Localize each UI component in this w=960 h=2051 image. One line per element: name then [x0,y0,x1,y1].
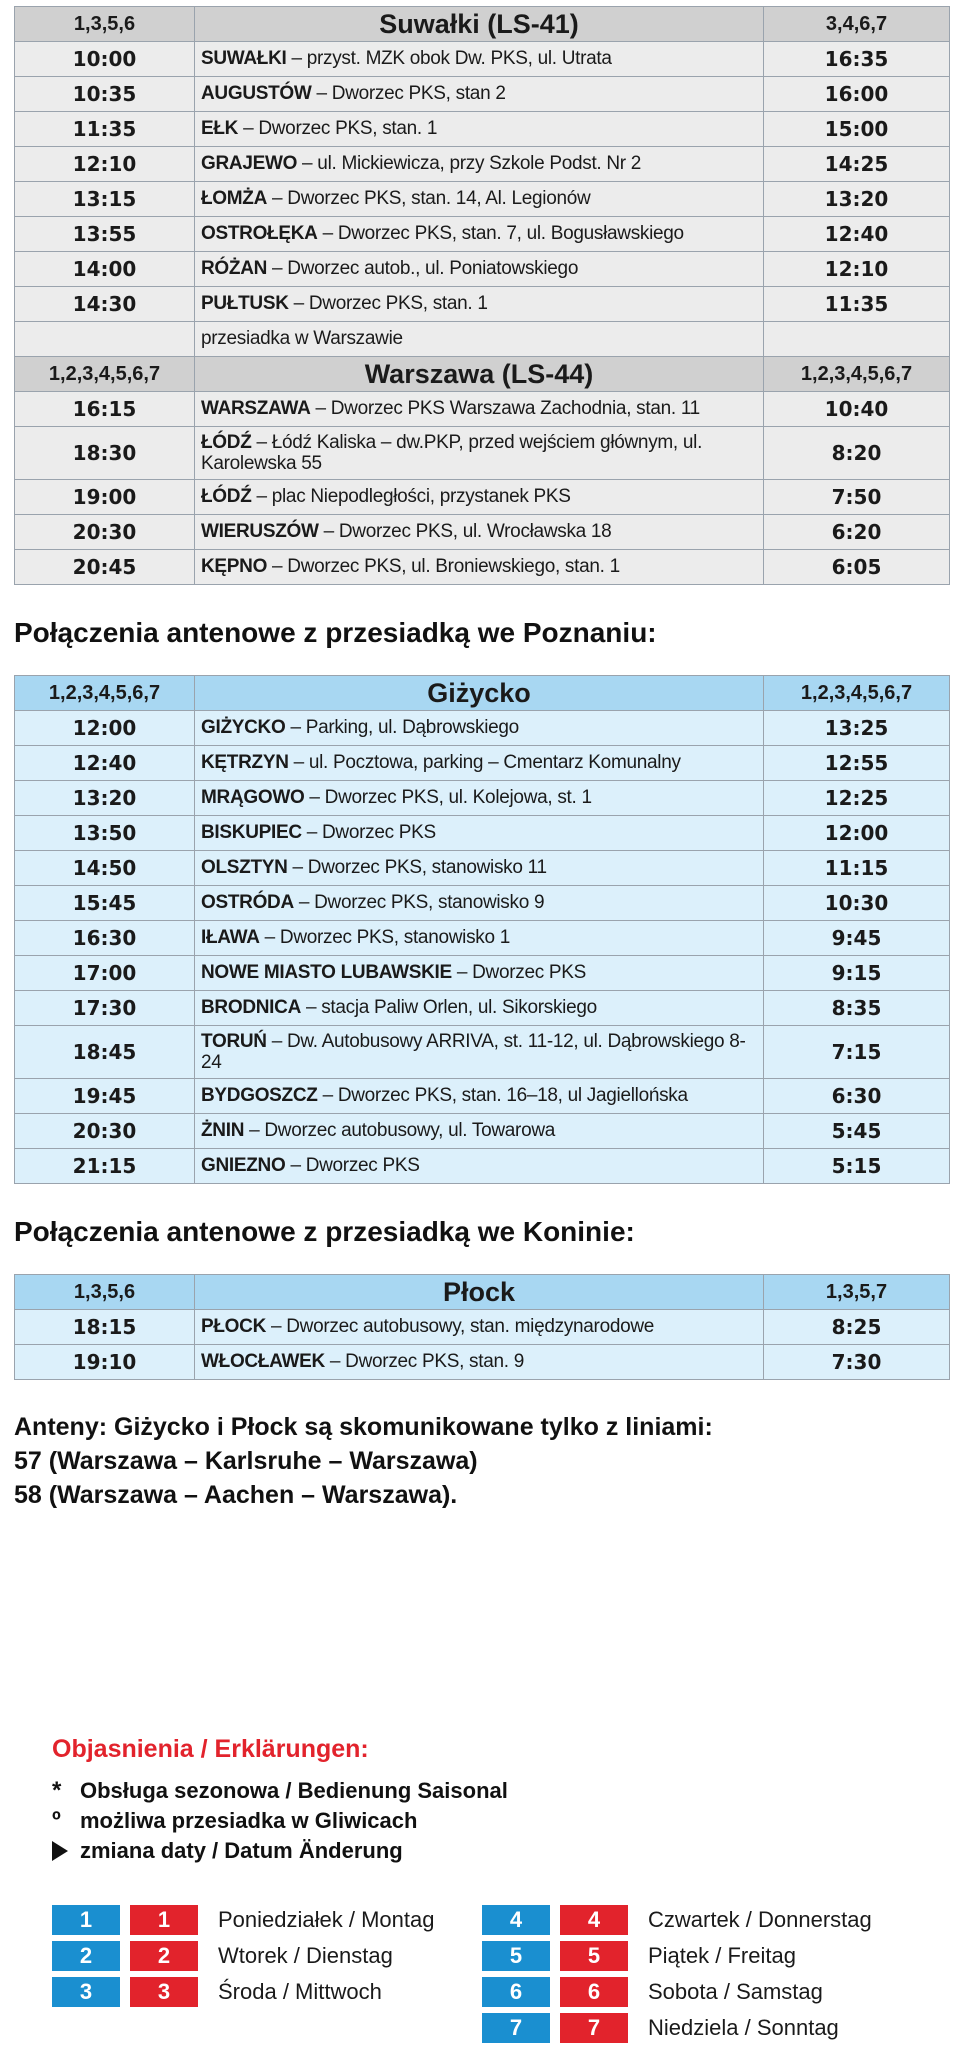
route-header [15,1275,950,1310]
antenna-note-line: 57 (Warszawa – Karlsruhe – Warszawa) [14,1447,478,1475]
return-time: 12:55 [764,746,950,781]
stop-description: – plac Niepodległości, przystanek PKS [251,486,571,507]
route-header [15,676,950,711]
stop-description: – Dworzec PKS, stanowisko 9 [293,892,545,913]
return-time: 14:25 [764,147,950,182]
timetable-gizycko [14,675,950,1184]
table-row [15,77,950,112]
legend-gliwice-text: możliwa przesiadka w Gliwicach [80,1808,418,1833]
days-return: 3,4,6,7 [764,7,950,42]
departure-time: 10:00 [15,42,195,77]
stop-description: – Dworzec PKS [451,962,587,983]
stop-description: – Dworzec PKS, ul. Wrocławska 18 [318,521,612,542]
stop-cell [195,886,764,921]
city-name: KĘTRZYN [201,752,289,773]
table-row [15,886,950,921]
departure-time: 21:15 [15,1149,195,1184]
table-row [15,746,950,781]
return-time: 16:00 [764,77,950,112]
return-time: 12:40 [764,217,950,252]
antenna-note-line: 58 (Warszawa – Aachen – Warszawa). [14,1481,458,1509]
days-return: 1,2,3,4,5,6,7 [764,676,950,711]
legend-date-change-text: zmiana daty / Datum Änderung [80,1838,403,1863]
legend [52,1735,932,1866]
stop-description: – Dworzec autob., ul. Poniatowskiego [267,258,579,279]
city-name: PUŁTUSK [201,293,289,314]
table-row [15,991,950,1026]
day-number-red: 1 [130,1905,198,1935]
stop-description: – Dworzec PKS, ul. Kolejowa, st. 1 [304,787,592,808]
city-name: WŁOCŁAWEK [201,1351,325,1372]
route-header [15,357,950,392]
return-time: 12:00 [764,816,950,851]
return-time: 8:20 [764,427,950,480]
day-number-red: 5 [560,1941,628,1971]
city-name: AUGUSTÓW [201,83,312,104]
stop-description: – Dworzec autobusowy, ul. Towarowa [244,1120,556,1141]
stop-description: – Dw. Autobusowy ARRIVA, st. 11-12, ul. Dąbrowskiego 8-24 [201,1031,746,1073]
return-time: 12:25 [764,781,950,816]
departure-time: 16:30 [15,921,195,956]
table-row [15,921,950,956]
return-time: 7:15 [764,1026,950,1079]
stop-cell [195,711,764,746]
stop-description: – Dworzec PKS, stanowisko 11 [287,857,547,878]
return-time: 16:35 [764,42,950,77]
city-name: OSTRÓDA [201,892,294,913]
city-name: EŁK [201,118,239,139]
day-number-blue: 1 [52,1905,120,1935]
stop-cell [195,480,764,515]
stop-cell [195,1114,764,1149]
stop-description: – Łódź Kaliska – dw.PKP, przed wejściem głównym, ul. Karolewska 55 [201,432,703,474]
departure-time: 10:35 [15,77,195,112]
table-row [15,1149,950,1184]
return-time: 15:00 [764,112,950,147]
days-return: 1,3,5,7 [764,1275,950,1310]
day-number-blue: 7 [482,2013,550,2043]
city-name: ŻNIN [201,1120,245,1141]
return-time: 8:25 [764,1310,950,1345]
city-name: ŁOMŻA [201,188,268,209]
city-name: GRAJEWO [201,153,298,174]
antenna-note-line: Anteny: Giżycko i Płock są skomunikowane tylko z liniami: [14,1413,713,1441]
departure-time: 20:30 [15,1114,195,1149]
stop-cell [195,42,764,77]
transfer-row [15,322,950,357]
departure-time: 13:15 [15,182,195,217]
stop-cell [195,956,764,991]
legend-title: Objasnienia / Erklärungen: [52,1735,369,1763]
table-row [15,112,950,147]
return-time: 6:30 [764,1079,950,1114]
return-time: 13:25 [764,711,950,746]
stop-description: – przyst. MZK obok Dw. PKS, ul. Utrata [286,48,612,69]
departure-time: 14:50 [15,851,195,886]
day-number-red: 7 [560,2013,628,2043]
stop-cell [195,112,764,147]
stop-description: – Dworzec PKS, stan 2 [311,83,506,104]
days-return: 1,2,3,4,5,6,7 [764,357,950,392]
antenna-note [14,1410,950,1512]
degree-icon: º [52,1807,61,1834]
timetable-suwalki [14,6,950,585]
stop-cell [195,816,764,851]
stop-description: – Dworzec PKS, stan. 7, ul. Bogusławskiego [317,223,684,244]
city-name: BYDGOSZCZ [201,1085,318,1106]
city-name: ŁÓDŹ [201,486,252,507]
departure-time: 20:45 [15,550,195,585]
stop-description: – Dworzec autobusowy, stan. międzynarodowe [266,1316,655,1337]
route-name: Płock [195,1275,764,1310]
day-number-blue: 3 [52,1977,120,2007]
city-name: GNIEZNO [201,1155,286,1176]
return-time: 5:15 [764,1149,950,1184]
empty-cell [764,322,950,357]
stop-cell [195,287,764,322]
stop-description: – Dworzec PKS, stan. 16–18, ul Jagiellońska [317,1085,688,1106]
day-legend-item [482,1977,823,2007]
city-name: RÓŻAN [201,258,268,279]
days-outbound: 1,2,3,4,5,6,7 [15,357,195,392]
day-label: Piątek / Freitag [648,1943,796,1968]
table-row [15,851,950,886]
stop-description: – Dworzec PKS, ul. Broniewskiego, stan. 1 [267,556,620,577]
table-row [15,1026,950,1079]
asterisk-icon: * [52,1777,62,1804]
stop-cell [195,550,764,585]
stop-cell [195,515,764,550]
departure-time: 18:30 [15,427,195,480]
departure-time: 14:00 [15,252,195,287]
departure-time: 18:45 [15,1026,195,1079]
table-row [15,711,950,746]
return-time: 11:15 [764,851,950,886]
city-name: BRODNICA [201,997,301,1018]
table-row [15,42,950,77]
play-triangle-icon [52,1841,68,1861]
return-time: 6:05 [764,550,950,585]
stop-cell [195,1079,764,1114]
stop-cell [195,781,764,816]
stop-description: – Dworzec PKS Warszawa Zachodnia, stan. 11 [310,398,700,419]
day-number-blue: 4 [482,1905,550,1935]
departure-time: 13:55 [15,217,195,252]
stop-cell [195,147,764,182]
table-row [15,147,950,182]
table-row [15,182,950,217]
table-row [15,956,950,991]
city-name: NOWE MIASTO LUBAWSKIE [201,962,452,983]
table-row [15,427,950,480]
city-name: WARSZAWA [201,398,311,419]
legend-date-change [52,1836,932,1866]
return-time: 10:30 [764,886,950,921]
return-time: 9:45 [764,921,950,956]
city-name: IŁAWA [201,927,260,948]
table-row [15,550,950,585]
day-label: Środa / Mittwoch [218,1979,382,2004]
city-name: WIERUSZÓW [201,521,319,542]
route-name: Giżycko [195,676,764,711]
table-row [15,480,950,515]
table-row [15,515,950,550]
table-row [15,392,950,427]
timetable-plock [14,1274,950,1380]
city-name: BISKUPIEC [201,822,302,843]
day-label: Czwartek / Donnerstag [648,1907,872,1932]
stop-cell [195,427,764,480]
stop-cell [195,1026,764,1079]
stop-description: – Dworzec PKS, stan. 1 [238,118,438,139]
day-number-blue: 6 [482,1977,550,2007]
legend-seasonal [52,1776,932,1806]
stop-cell [195,392,764,427]
stop-description: – Dworzec PKS [301,822,436,843]
day-label: Sobota / Samstag [648,1979,823,2004]
table-row [15,1310,950,1345]
city-name: OSTROŁĘKA [201,223,318,244]
stop-description: – Dworzec PKS, stanowisko 1 [259,927,510,948]
departure-time: 12:10 [15,147,195,182]
stop-cell [195,746,764,781]
departure-time: 11:35 [15,112,195,147]
departure-time: 19:45 [15,1079,195,1114]
table-row [15,1114,950,1149]
stop-cell [195,1149,764,1184]
table-row [15,287,950,322]
return-time: 13:20 [764,182,950,217]
stop-description: – stacja Paliw Orlen, ul. Sikorskiego [301,997,597,1018]
city-name: SUWAŁKI [201,48,287,69]
return-time: 9:15 [764,956,950,991]
city-name: PŁOCK [201,1316,267,1337]
departure-time: 13:20 [15,781,195,816]
stop-description: – Dworzec PKS, stan. 1 [288,293,488,314]
departure-time: 16:15 [15,392,195,427]
city-name: GIŻYCKO [201,717,286,738]
departure-time: 19:10 [15,1345,195,1380]
departure-time: 14:30 [15,287,195,322]
days-outbound: 1,2,3,4,5,6,7 [15,676,195,711]
city-name: OLSZTYN [201,857,288,878]
city-name: ŁÓDŹ [201,432,252,453]
stop-cell [195,851,764,886]
departure-time: 12:40 [15,746,195,781]
return-time: 7:50 [764,480,950,515]
transfer-note: przesiadka w Warszawie [195,322,764,357]
return-time: 8:35 [764,991,950,1026]
day-number-red: 2 [130,1941,198,1971]
city-name: TORUŃ [201,1031,267,1052]
table-row [15,1345,950,1380]
day-legend-item [52,1905,434,1935]
city-name: KĘPNO [201,556,268,577]
table-row [15,816,950,851]
day-label: Wtorek / Dienstag [218,1943,393,1968]
departure-time: 18:15 [15,1310,195,1345]
stop-cell [195,252,764,287]
route-name: Suwałki (LS-41) [195,7,764,42]
departure-time: 15:45 [15,886,195,921]
days-outbound: 1,3,5,6 [15,7,195,42]
table-row [15,252,950,287]
day-number-blue: 2 [52,1941,120,1971]
days-outbound: 1,3,5,6 [15,1275,195,1310]
day-number-red: 4 [560,1905,628,1935]
day-legend-item [482,2013,839,2043]
return-time: 10:40 [764,392,950,427]
route-name: Warszawa (LS-44) [195,357,764,392]
stop-description: – Parking, ul. Dąbrowskiego [285,717,519,738]
day-legend-item [482,1905,872,1935]
departure-time: 12:00 [15,711,195,746]
stop-cell [195,991,764,1026]
day-number-red: 6 [560,1977,628,2007]
stop-cell [195,77,764,112]
day-legend-item [52,1977,382,2007]
departure-time: 13:50 [15,816,195,851]
departure-time: 19:00 [15,480,195,515]
day-number-blue: 5 [482,1941,550,1971]
return-time: 5:45 [764,1114,950,1149]
city-name: MRĄGOWO [201,787,305,808]
departure-time: 17:30 [15,991,195,1026]
timetable-page [14,6,950,1512]
stop-description: – ul. Mickiewicza, przy Szkole Podst. Nr 2 [297,153,642,174]
departure-time: 20:30 [15,515,195,550]
empty-cell [15,322,195,357]
table-row [15,781,950,816]
section-title-poznan: Połączenia antenowe z przesiadką we Poznaniu: [14,617,657,648]
day-label: Niedziela / Sonntag [648,2015,839,2040]
stop-cell [195,1345,764,1380]
return-time: 7:30 [764,1345,950,1380]
day-label: Poniedziałek / Montag [218,1907,435,1932]
departure-time: 17:00 [15,956,195,991]
table-row [15,1079,950,1114]
stop-description: – Dworzec PKS, stan. 14, Al. Legionów [267,188,591,209]
stop-description: – Dworzec PKS [285,1155,420,1176]
return-time: 11:35 [764,287,950,322]
day-legend-item [52,1941,393,1971]
legend-seasonal-text: Obsługa sezonowa / Bedienung Saisonal [80,1778,508,1803]
return-time: 12:10 [764,252,950,287]
stop-cell [195,1310,764,1345]
legend-gliwice [52,1806,932,1836]
stop-cell [195,182,764,217]
stop-cell [195,921,764,956]
table-row [15,217,950,252]
section-title-konin: Połączenia antenowe z przesiadką we Koninie: [14,1216,635,1247]
route-header [15,7,950,42]
stop-description: – Dworzec PKS, stan. 9 [324,1351,524,1372]
return-time: 6:20 [764,515,950,550]
day-number-red: 3 [130,1977,198,2007]
stop-cell [195,217,764,252]
day-legend-item [482,1941,796,1971]
stop-description: – ul. Pocztowa, parking – Cmentarz Komunalny [288,752,681,773]
